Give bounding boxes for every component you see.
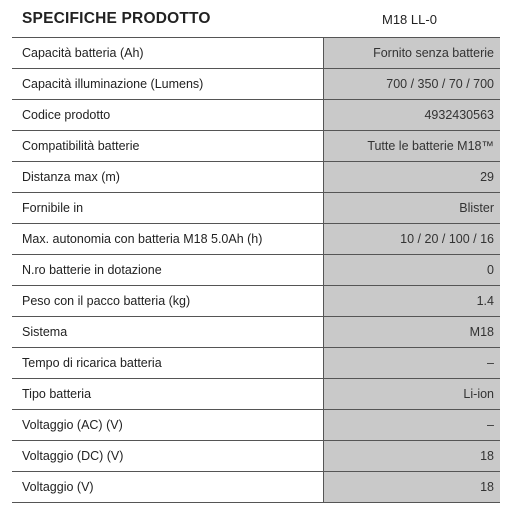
- spec-value: –: [324, 348, 501, 379]
- spec-value: 29: [324, 162, 501, 193]
- spec-label: Capacità illuminazione (Lumens): [12, 69, 324, 100]
- spec-label: Compatibilità batterie: [12, 131, 324, 162]
- spec-label: Voltaggio (V): [12, 472, 324, 503]
- table-row: [12, 100, 500, 131]
- spec-label: Distanza max (m): [12, 162, 324, 193]
- spec-value: 18: [324, 441, 501, 472]
- spec-label: Capacità batteria (Ah): [12, 38, 324, 69]
- spec-label: N.ro batterie in dotazione: [12, 255, 324, 286]
- model-name: M18 LL-0: [382, 12, 437, 27]
- table-row: [12, 379, 500, 410]
- table-row: [12, 255, 500, 286]
- spec-value: –: [324, 410, 501, 441]
- spec-value: 18: [324, 472, 501, 503]
- spec-label: Tempo di ricarica batteria: [12, 348, 324, 379]
- table-row: [12, 317, 500, 348]
- spec-value: 4932430563: [324, 100, 501, 131]
- table-row: [12, 162, 500, 193]
- spec-value: Blister: [324, 193, 501, 224]
- spec-label: Sistema: [12, 317, 324, 348]
- table-row: [12, 224, 500, 255]
- table-row: [12, 193, 500, 224]
- spec-label: Peso con il pacco batteria (kg): [12, 286, 324, 317]
- table-row: [12, 69, 500, 100]
- spec-table: [12, 37, 500, 503]
- spec-value: 0: [324, 255, 501, 286]
- table-row: [12, 348, 500, 379]
- spec-value: Li-ion: [324, 379, 501, 410]
- page-title: SPECIFICHE PRODOTTO: [22, 10, 211, 27]
- table-row: [12, 472, 500, 503]
- spec-label: Voltaggio (AC) (V): [12, 410, 324, 441]
- table-row: [12, 38, 500, 69]
- spec-label: Fornibile in: [12, 193, 324, 224]
- table-row: [12, 131, 500, 162]
- table-row: [12, 286, 500, 317]
- spec-value: 1.4: [324, 286, 501, 317]
- spec-value: Tutte le batterie M18™: [324, 131, 501, 162]
- spec-label: Max. autonomia con batteria M18 5.0Ah (h): [12, 224, 324, 255]
- spec-label: Tipo batteria: [12, 379, 324, 410]
- spec-value: 10 / 20 / 100 / 16: [324, 224, 501, 255]
- spec-header: [0, 0, 506, 38]
- spec-label: Voltaggio (DC) (V): [12, 441, 324, 472]
- spec-label: Codice prodotto: [12, 100, 324, 131]
- spec-value: 700 / 350 / 70 / 700: [324, 69, 501, 100]
- table-row: [12, 410, 500, 441]
- spec-value: Fornito senza batterie: [324, 38, 501, 69]
- spec-value: M18: [324, 317, 501, 348]
- table-row: [12, 441, 500, 472]
